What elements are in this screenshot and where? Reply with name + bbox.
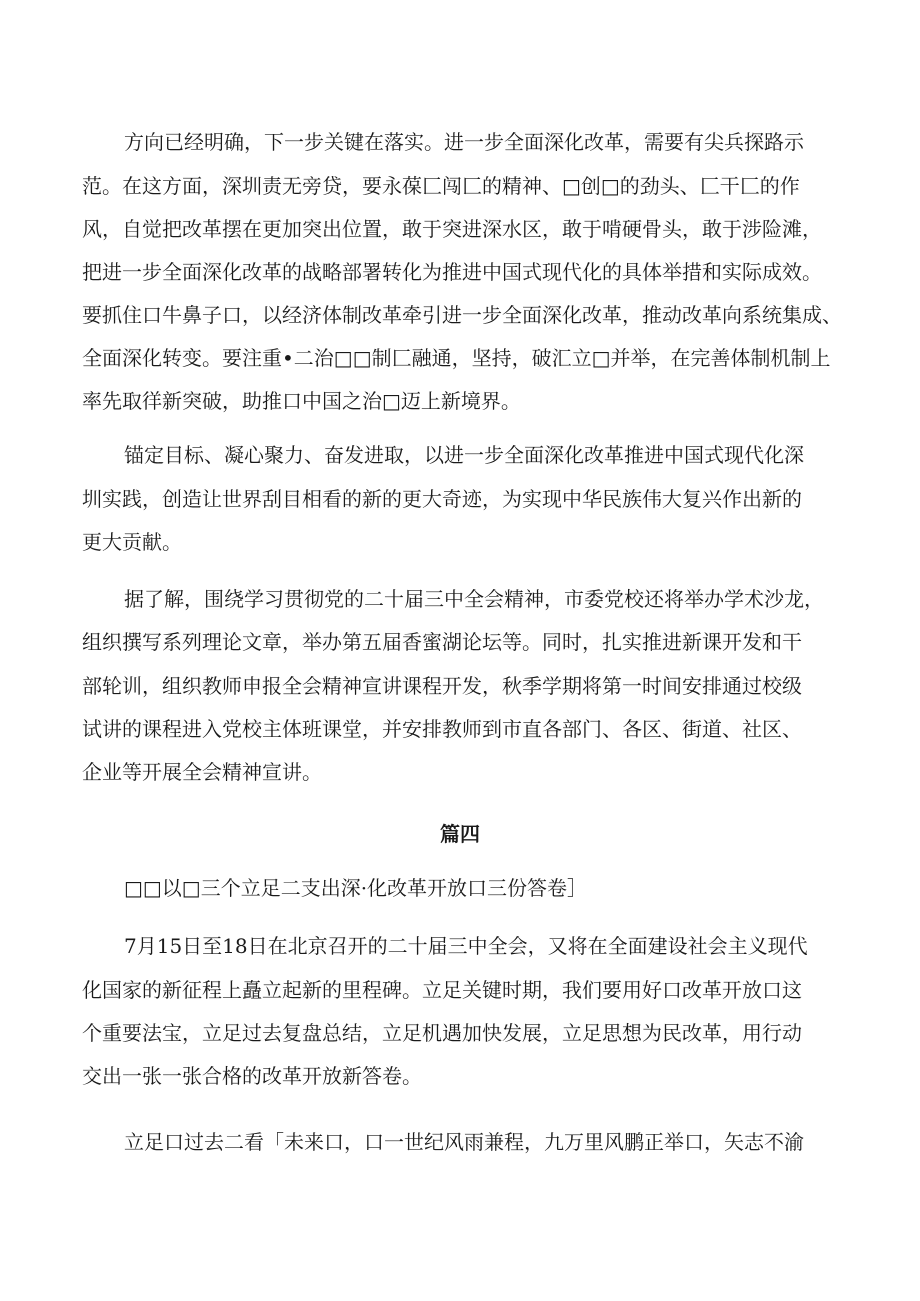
paragraph-line: 范。在这方面，深圳责无旁贷，要永葆匚闯匚的精神、□创□的劲头、匚干匚的作: [82, 174, 800, 198]
paragraph-line: 据了解，围绕学习贯彻党的二十届三中全会精神，市委党校还将举办学术沙龙，: [124, 587, 824, 611]
paragraph-line: 把进一步全面深化改革的战略部署转化为推进中国式现代化的具体举措和实际成效。: [82, 260, 822, 284]
paragraph-line: 风，自觉把改革摆在更加突出位置，敢于突进深水区，敢于啃硬骨头，敢于涉险滩，: [82, 217, 822, 241]
paragraph-line: 全面深化转变。要注重•二治□□制匚融通，坚持，破汇立□并举，在完善体制机制上: [82, 346, 831, 370]
section-subtitle: □□以□三个立足二支出深·化改革开放口三份答卷］: [124, 876, 588, 900]
paragraph-line: 率先取徉新突破，助推口中国之治□迈上新境界。: [82, 389, 521, 413]
paragraph-line: 锚定目标、凝心聚力、奋发进取，以进一步全面深化改革推进中国式现代化深: [124, 443, 804, 467]
paragraph-line: 部轮训，组织教师申报全会精神宣讲课程开发，秋季学期将第一时间安排通过校级: [82, 674, 802, 698]
paragraph-line: 个重要法宝，立足过去复盘总结，立足机遇加快发展，立足思想为民改革，用行动: [82, 1021, 802, 1045]
paragraph-line: 化国家的新征程上矗立起新的里程碑。立足关键时期，我们要用好口改革开放口这: [82, 978, 802, 1002]
paragraph-line: 立足口过去二看「未来口，口一世纪风雨兼程，九万里风鹏正举口，矢志不渝: [124, 1130, 804, 1154]
paragraph-line: 企业等开展全会精神宣讲。: [82, 760, 322, 784]
paragraph-line: 交出一张一张合格的改革开放新答卷。: [82, 1064, 422, 1088]
paragraph-line: 试讲的课程进入党校主体班课堂，并安排教师到市直各部门、各区、街道、社区、: [82, 717, 802, 741]
paragraph-line: 7月15日至18日在北京召开的二十届三中全会，又将在全面建设社会主义现代: [124, 934, 808, 958]
section-heading: 篇四: [440, 822, 480, 846]
paragraph-line: 更大贡献。: [82, 530, 182, 554]
paragraph-line: 组织撰写系列理论文章，举办第五届香蜜湖论坛等。同时，扎实推进新课开发和干: [82, 630, 802, 654]
paragraph-line: 方向已经明确，下一步关键在落实。进一步全面深化改革，需要有尖兵探路示: [124, 130, 804, 154]
paragraph-line: 要抓住口牛鼻子口，以经济体制改革牵引进一步全面深化改革，推动改革向系统集成、: [82, 303, 842, 327]
paragraph-line: 圳实践，创造让世界刮目相看的新的更大奇迹，为实现中华民族伟大复兴作出新的: [82, 487, 802, 511]
